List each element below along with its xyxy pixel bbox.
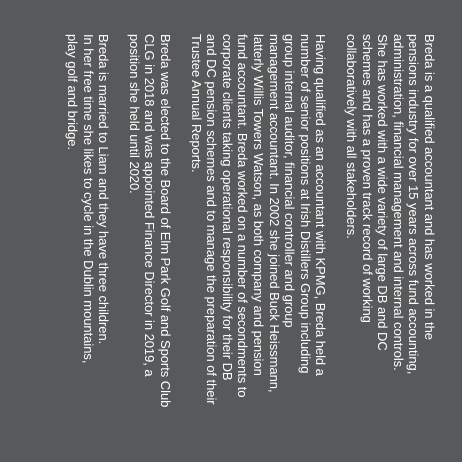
bio-paragraph-golf-club: Breda was elected to the Board of Elm Park Golf and Sports Club CLG in 2018 and was appointed Finance Director in 2019, a position she held until 2020. — [126, 34, 174, 408]
bio-paragraph-career: Having qualified as an accountant with KPMG, Breda held a number of senior positions at Irish Distillers Group including group internal auditor, financial controller and group management accountant. In 2002 she joined Buck Heissmann, latterly Willis Towers Watson, as both company and pension fund accountant. Breda worked on a number of secondments to corporate clients taking operational responsibility for their DB and DC pension schemes and to manage the preparation of their Trustee Annual Reports. — [188, 34, 329, 405]
bio-text-block — [7, 34, 437, 454]
bio-paragraph-personal: Breda is married to Liam and they have three children. In her free time she likes to cycle in the Dublin mountains, play golf and bridge. — [65, 34, 112, 364]
bio-paragraph-qualifications: Breda is a qualified accountant and has worked in the pensions industry for over 15 years across fund accounting, administration, financial management and internal controls. She has worked with a wide variety of large DB and DC schemes and has a proven track record of working collaboratively with all stakeholders. — [344, 34, 437, 375]
